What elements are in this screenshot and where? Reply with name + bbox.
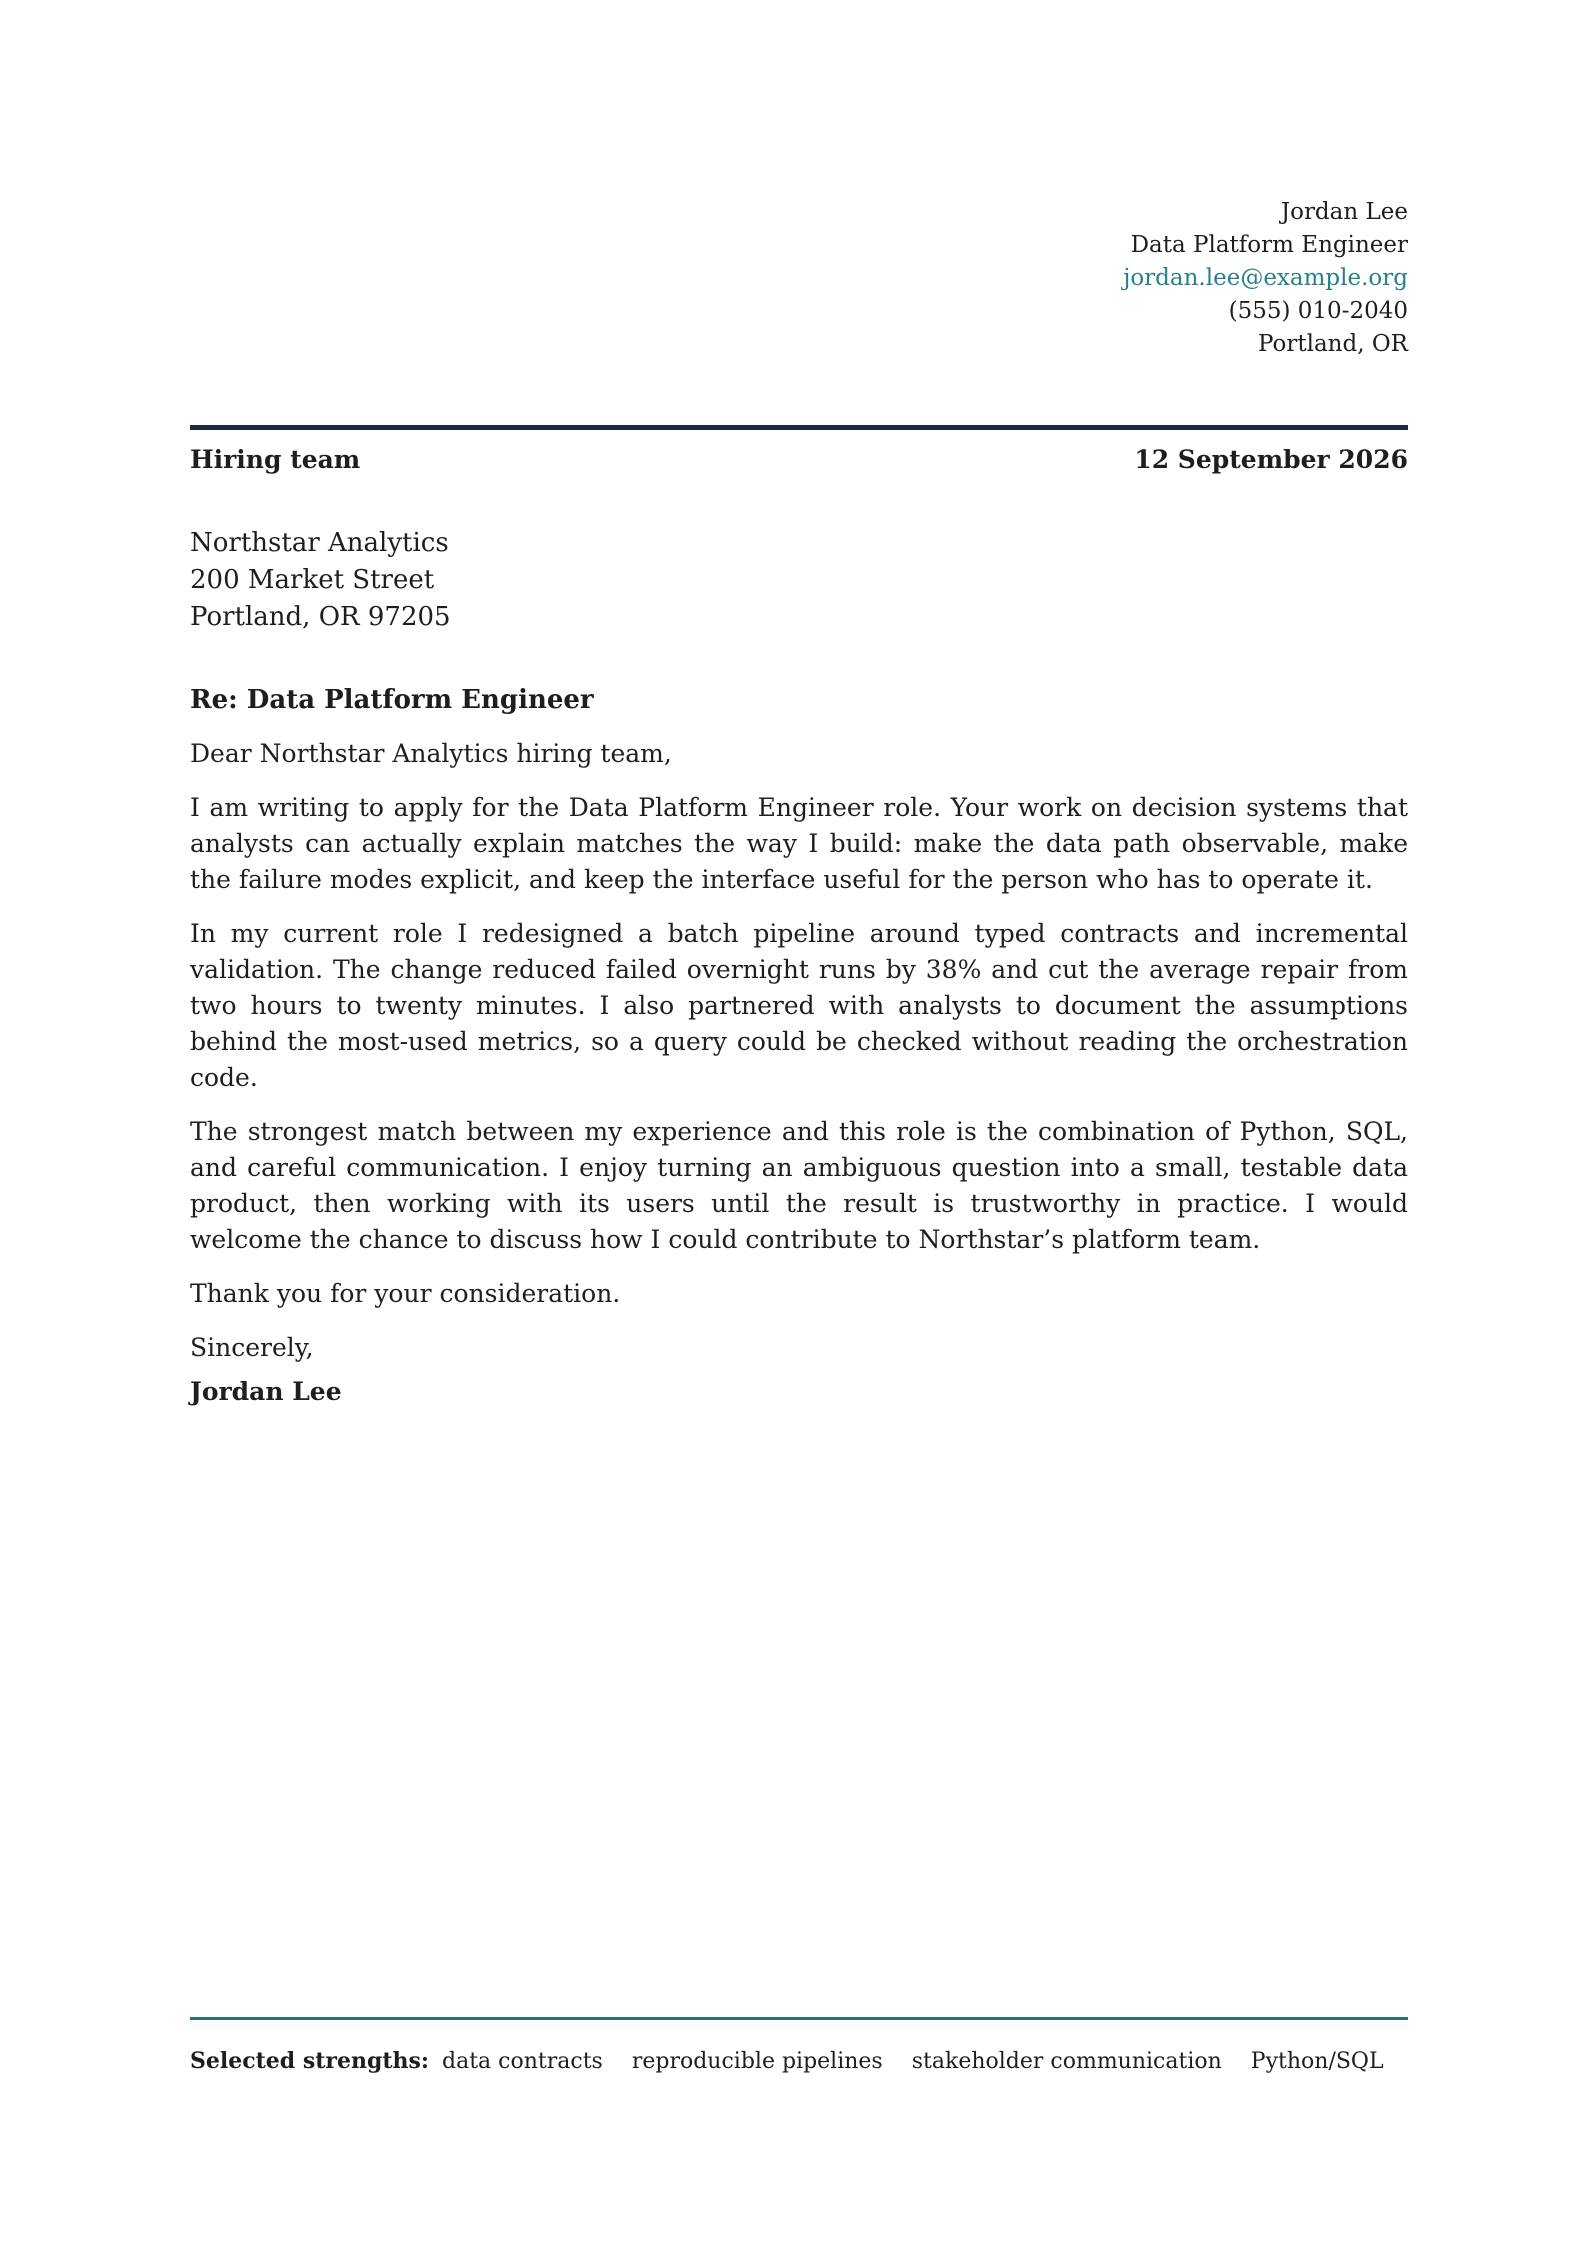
sender-phone: (555) 010-2040 [1228,298,1408,324]
sender-location: Portland, OR [1257,331,1408,357]
recipient-city: Portland, OR 97205 [190,602,451,632]
body-paragraph: In my current role I redesigned a batch pipeline around typed contracts and incremental validation. The change reduced failed overnight runs by 38% and cut the average repair from two hours to twenty minutes. I also partnered with analysts to document the assumptions behind the most-used metrics, so a query could be checked without reading the orchestration code. [190,919,1408,1092]
header-divider [190,425,1408,430]
sender-block [1123,196,1408,361]
recipient-company: Northstar Analytics [190,528,449,558]
closing: Sincerely, [190,1333,314,1362]
salutation: Dear Northstar Analytics hiring team, [190,739,672,768]
thanks-line: Thank you for your consideration. [190,1279,621,1308]
strengths-label: Selected strengths: [190,2048,430,2074]
subject-line: Re: Data Platform Engineer [190,685,594,715]
strength-item: stakeholder communication [911,2049,1222,2074]
letter-date: 12 September 2026 [1134,445,1408,474]
strength-item: data contracts [442,2049,603,2074]
meta-row [190,443,1408,477]
body-paragraph: The strongest match between my experience and this role is the combination of Python, SQL, and careful communication. I enjoy turning an ambiguous question into a small, testable data product, then working with its users until the result is trustworthy in practice. I would welcome the chance to discuss how I could contribute to Northstar’s platform team. [190,1117,1408,1254]
strengths-footer [190,2045,1384,2078]
sender-title: Data Platform Engineer [1130,232,1408,258]
body-paragraph: I am writing to apply for the Data Platform Engineer role. Your work on decision systems that analysts can actually explain matches the way I build: make the data path observable, make the failure modes explicit, and keep the interface useful for the person who has to operate it. [190,793,1408,894]
strength-item: Python/SQL [1250,2049,1384,2074]
recipient-street: 200 Market Street [190,565,435,595]
letter-body [190,736,1408,1428]
sender-email-link[interactable]: jordan.lee@example.org [1123,265,1408,291]
strength-item: reproducible pipelines [631,2049,883,2074]
signature: Jordan Lee [190,1377,342,1406]
recipient-address [190,525,451,636]
sender-name: Jordan Lee [1280,199,1408,225]
addressee: Hiring team [190,445,361,474]
footer-divider [190,2017,1408,2020]
